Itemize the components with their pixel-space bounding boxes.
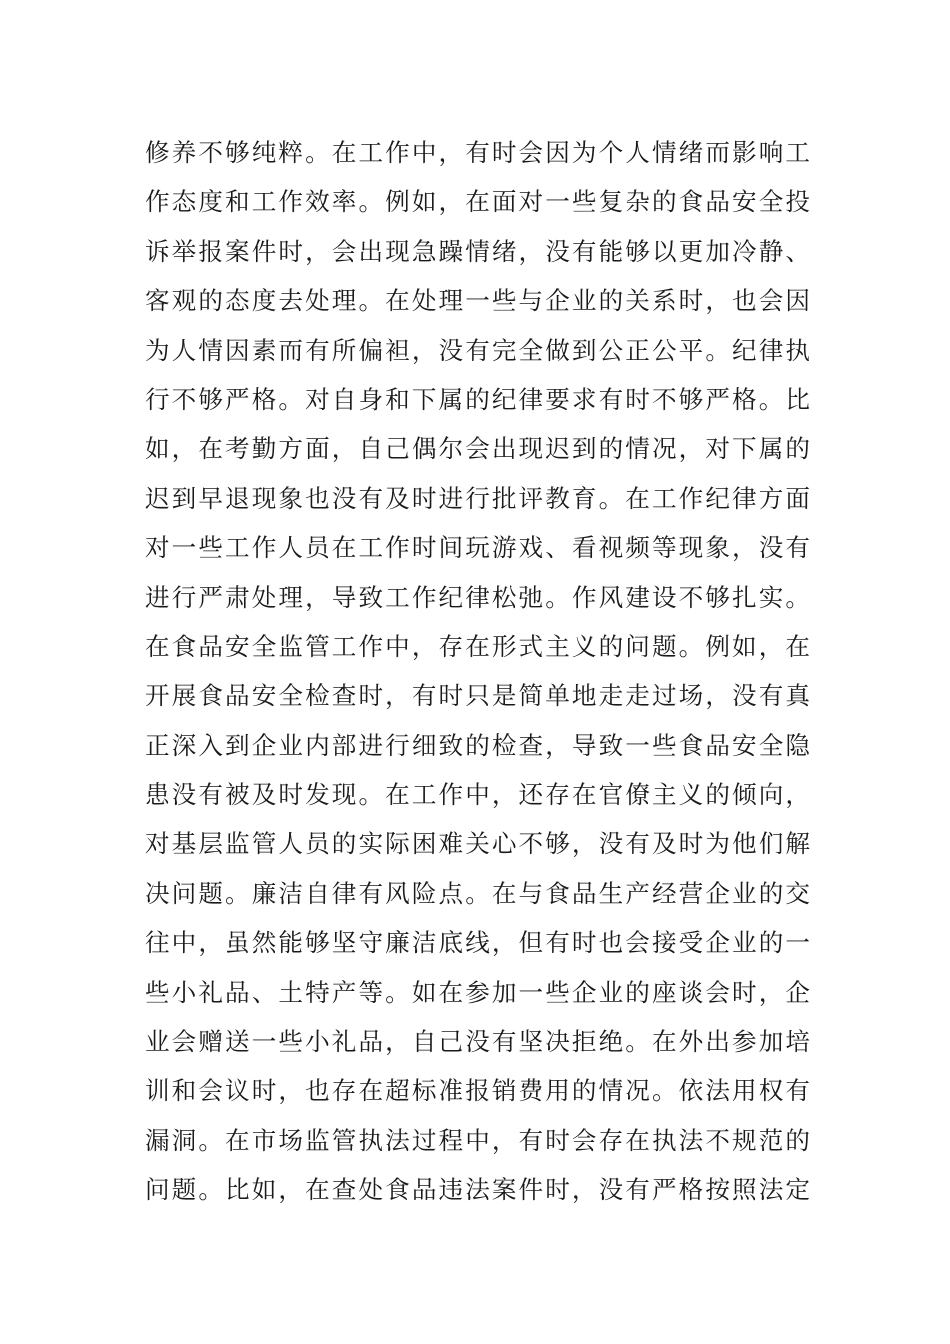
text-line: 业会赠送一些小礼品，自己没有坚决拒绝。在外出参加培 [145, 1027, 810, 1057]
text-line: 患没有被及时发现。在工作中，还存在官僚主义的倾向， [145, 780, 810, 810]
text-line: 如，在考勤方面，自己偶尔会出现迟到的情况，对下属的 [145, 434, 810, 464]
text-line: 决问题。廉洁自律有风险点。在与食品生产经营企业的交 [145, 878, 810, 908]
body-text [145, 128, 810, 1215]
text-line: 迟到早退现象也没有及时进行批评教育。在工作纪律方面 [145, 483, 810, 513]
text-line: 行不够严格。对自身和下属的纪律要求有时不够严格。比 [145, 384, 810, 414]
text-line: 正深入到企业内部进行细致的检查，导致一些食品安全隐 [145, 730, 810, 760]
text-line: 为人情因素而有所偏袒，没有完全做到公正公平。纪律执 [145, 335, 810, 365]
text-line: 开展食品安全检查时，有时只是简单地走走过场，没有真 [145, 681, 810, 711]
text-line: 修养不够纯粹。在工作中，有时会因为个人情绪而影响工 [145, 138, 810, 167]
text-line: 训和会议时，也存在超标准报销费用的情况。依法用权有 [145, 1076, 810, 1106]
text-line: 些小礼品、土特产等。如在参加一些企业的座谈会时，企 [145, 977, 810, 1007]
text-line: 诉举报案件时，会出现急躁情绪，没有能够以更加冷静、 [145, 236, 810, 266]
text-line: 对一些工作人员在工作时间玩游戏、看视频等现象，没有 [145, 533, 810, 563]
text-line: 漏洞。在市场监管执法过程中，有时会存在执法不规范的 [145, 1125, 810, 1155]
text-line: 往中，虽然能够坚守廉洁底线，但有时也会接受企业的一 [145, 928, 810, 958]
text-line: 进行严肃处理，导致工作纪律松弛。作风建设不够扎实。 [145, 582, 810, 612]
text-line: 问题。比如，在查处食品违法案件时，没有严格按照法定 [145, 1175, 810, 1205]
text-line: 客观的态度去处理。在处理一些与企业的关系时，也会因 [145, 286, 810, 316]
text-line: 在食品安全监管工作中，存在形式主义的问题。例如，在 [145, 631, 810, 661]
text-line: 对基层监管人员的实际困难关心不够，没有及时为他们解 [145, 829, 810, 859]
text-line: 作态度和工作效率。例如，在面对一些复杂的食品安全投 [145, 187, 810, 217]
